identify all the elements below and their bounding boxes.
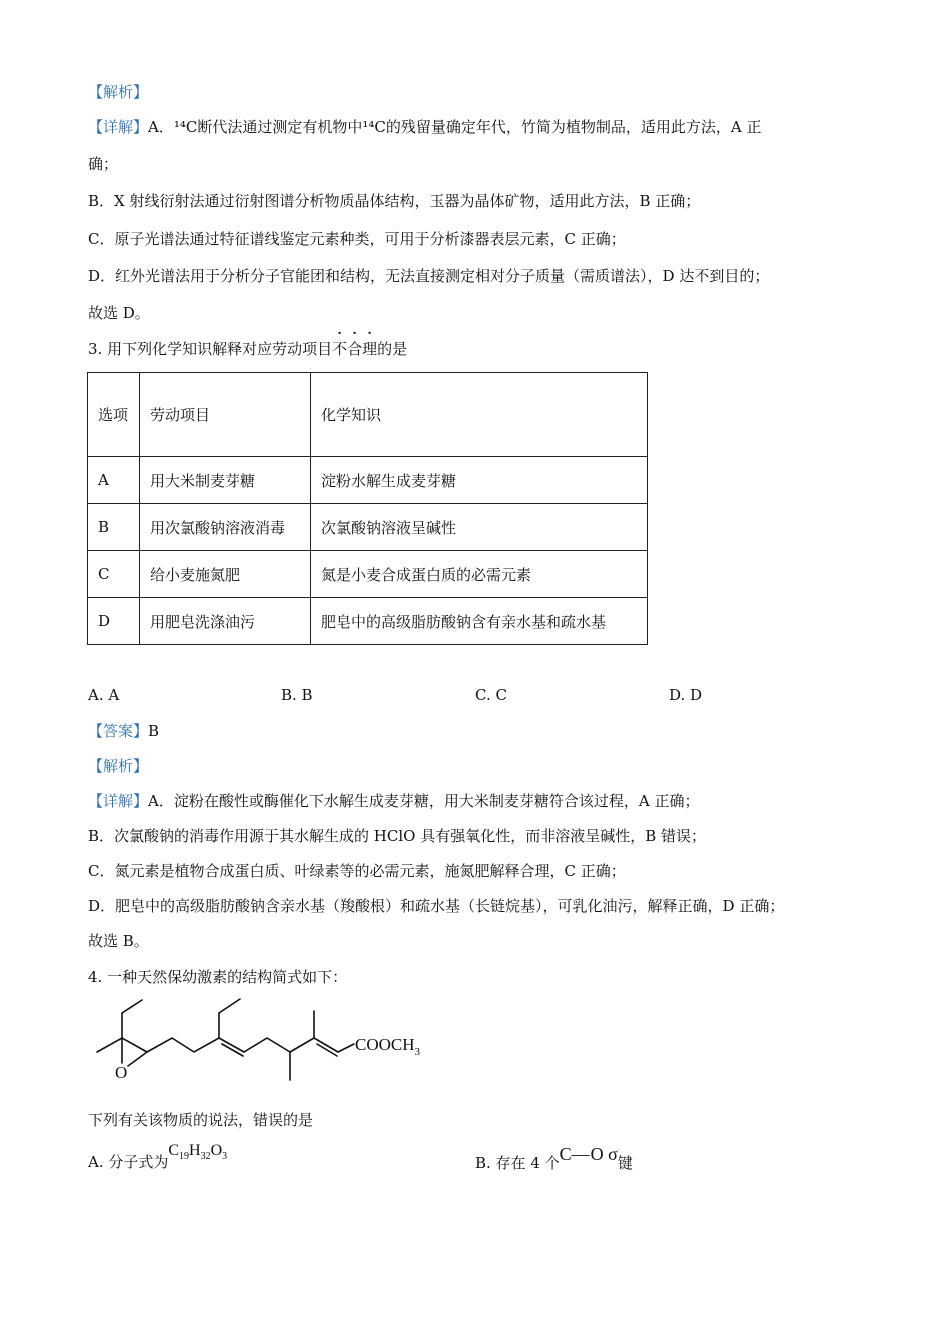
table-row (88, 504, 648, 551)
table-header-row (88, 373, 648, 457)
options-table (87, 372, 648, 645)
answer-value: B (148, 722, 160, 740)
detail-line-c: C．氮元素是植物合成蛋白质、叶绿素等的必需元素，施氮肥解释合理，C 正确； (88, 862, 626, 880)
question-3-stem: 3. 用下列化学知识解释对应劳动项目不合理的是 (88, 340, 408, 358)
table-cell: C (88, 551, 140, 598)
detail-tag: 【详解】 (88, 792, 149, 810)
table-cell: B (88, 504, 140, 551)
table-row (88, 551, 648, 598)
emphasis-char: 合 (347, 340, 363, 358)
answer-tag: 【答案】 (88, 722, 149, 740)
question-4-stem: 4. 一种天然保幼激素的结构简式如下： (88, 968, 348, 986)
analysis-tag: 【解析】 (88, 83, 149, 101)
isotope-c14: ¹⁴C (173, 118, 198, 136)
detail-tag: 【详解】 (88, 118, 149, 136)
detail-line-b: B．X 射线衍射法通过衍射图谱分析物质晶体结构，玉器为晶体矿物，适用此方法，B 正确； (88, 192, 701, 210)
ring-oxygen: O (115, 1063, 128, 1082)
table-cell: D (88, 598, 140, 645)
table-cell: 给小麦施氮肥 (140, 551, 311, 598)
option-b[interactable]: B. 存在 4 个C—O σ键 (475, 1144, 633, 1172)
header-cell: 化学知识 (311, 373, 648, 457)
table-cell: 次氯酸钠溶液呈碱性 (311, 504, 648, 551)
choice-a[interactable]: A. A (88, 686, 120, 704)
table-cell: 用肥皂洗涤油污 (140, 598, 311, 645)
table-cell: 氮是小麦合成蛋白质的必需元素 (311, 551, 648, 598)
answer-line (88, 721, 159, 741)
option-a[interactable]: A. 分子式为$C_{19}H_{32}O_3$ (88, 1142, 228, 1171)
table-row (88, 598, 648, 645)
detail-line-c: C．原子光谱法通过特征谱线鉴定元素种类，可用于分析漆器表层元素，C 正确； (88, 230, 626, 248)
choice-d[interactable]: D. D (669, 686, 703, 704)
table-cell: 用次氯酸钠溶液消毒 (140, 504, 311, 551)
conclusion: 故选 B。 (88, 932, 149, 950)
emphasis-char: 理 (362, 340, 378, 358)
detail-line-d: D．肥皂中的高级脂肪酸钠含亲水基（羧酸根）和疏水基（长链烷基），可乳化油污，解释正确，D 正确； (88, 897, 785, 915)
table-cell: 用大米制麦芽糖 (140, 457, 311, 504)
table-row (88, 457, 648, 504)
skeleton-bonds (97, 999, 354, 1080)
emphasis-char: 不 (332, 340, 348, 358)
structural-formula (92, 995, 452, 1085)
table-cell: 肥皂中的高级脂肪酸钠含有亲水基和疏水基 (311, 598, 648, 645)
c-o-sigma-bond: C—O σ (559, 1144, 618, 1164)
table-cell: A (88, 457, 140, 504)
molecular-formula: $C_{19}H_{32}O_3$ (168, 1142, 228, 1163)
table-cell: 淀粉水解生成麦芽糖 (311, 457, 648, 504)
header-cell: 选项 (88, 373, 140, 457)
analysis-tag: 【解析】 (88, 757, 149, 775)
choice-c[interactable]: C. C (475, 686, 507, 704)
isotope-c14: ¹⁴C (362, 118, 386, 136)
question-4-prompt: 下列有关该物质的说法，错误的是 (88, 1111, 314, 1129)
detail-line-a: 【详解】A．淀粉在酸性或酶催化下水解生成麦芽糖，用大米制麦芽糖符合该过程，A 正确； (88, 792, 700, 810)
detail-line-a-cont: 确； (88, 155, 119, 173)
detail-line-b: B．次氯酸钠的消毒作用源于其水解生成的 HClO 具有强氧化性，而非溶液呈碱性，B 错误； (88, 827, 707, 845)
ester-group: $COOCH_3$ (355, 1035, 421, 1058)
header-cell: 劳动项目 (140, 373, 311, 457)
choice-b[interactable]: B. B (281, 686, 313, 704)
detail-line-d: D．红外光谱法用于分析分子官能团和结构，无法直接测定相对分子质量（需质谱法），D 达不到目的； (88, 267, 770, 285)
conclusion: 故选 D。 (88, 304, 150, 322)
detail-line-a: 【详解】A．¹⁴C断代法通过测定有机物中¹⁴C的残留量确定年代，竹简为植物制品，适用此方法，A 正 (88, 118, 762, 136)
